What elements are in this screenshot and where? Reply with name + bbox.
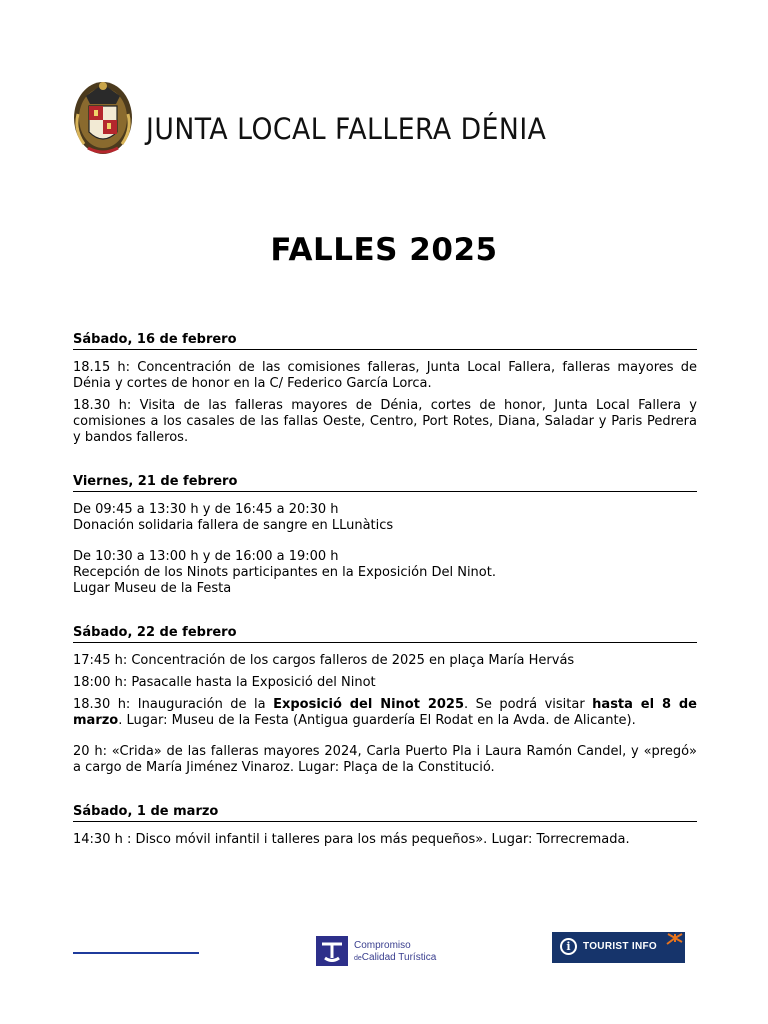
coat-of-arms-icon xyxy=(72,74,134,158)
event-text: Lugar Museu de la Festa xyxy=(73,581,232,596)
event-text: . Se podrá visitar xyxy=(464,697,593,712)
info-icon: i xyxy=(560,938,577,955)
event-entry xyxy=(73,549,697,597)
event-entry xyxy=(73,360,697,392)
calidad-turistica-logo-icon xyxy=(316,936,348,966)
day-heading: Sábado, 16 de febrero xyxy=(73,332,697,350)
day-section xyxy=(73,332,697,446)
day-section xyxy=(73,804,697,848)
event-text: 20 h: «Crida» de las falleras mayores 2024, Carla Puerto Pla i Laura Ramón Candel, y «pregó» a cargo de María Jiménez Vinaroz. Lugar: Plaça de la Constitució. xyxy=(73,744,697,775)
event-highlight: hasta el 8 de marzo xyxy=(73,697,697,728)
event-text: 18.30 h: Inauguración de la xyxy=(73,697,274,712)
organization-name: JUNTA LOCAL FALLERA DÉNIA xyxy=(146,112,547,146)
footer-link[interactable] xyxy=(73,952,199,954)
event-text: . Lugar: Museu de la Festa (Antigua guardería El Rodat en la Avda. de Alicante). xyxy=(118,713,636,728)
event-entry xyxy=(73,675,697,691)
day-section xyxy=(73,625,697,776)
day-heading: Viernes, 21 de febrero xyxy=(73,474,697,492)
day-heading: Sábado, 1 de marzo xyxy=(73,804,697,822)
calidad-line1: Compromiso xyxy=(354,940,411,951)
event-text: De 10:30 a 13:00 h y de 16:00 a 19:00 h xyxy=(73,549,339,564)
day-heading: Sábado, 22 de febrero xyxy=(73,625,697,643)
schedule xyxy=(73,332,697,876)
tourist-info-label: TOURIST INFO xyxy=(583,941,657,952)
event-text: 18:00 h: Pasacalle hasta la Exposició del Ninot xyxy=(73,675,376,690)
calidad-prefix: de xyxy=(354,955,362,962)
calidad-turistica-logo xyxy=(316,936,466,968)
event-highlight: Exposició del Ninot 2025 xyxy=(273,697,464,712)
tourist-info-logo xyxy=(552,932,685,963)
event-entry xyxy=(73,502,697,534)
event-text: 18.30 h: Visita de las falleras mayores de Dénia, cortes de honor, Junta Local Fallera y comisiones a los casales de las fallas Oeste, Centro, Port Rotes, Diana, Saladar y Paris Pedrera y bandos falleros. xyxy=(73,398,697,445)
event-text: 18.15 h: Concentración de las comisiones falleras, Junta Local Fallera, falleras mayores de Dénia y cortes de honor en la C/ Federico García Lorca. xyxy=(73,360,697,391)
calidad-line2-text: Calidad Turística xyxy=(361,952,437,963)
event-entry xyxy=(73,398,697,446)
event-entry xyxy=(73,744,697,776)
page-title: FALLES 2025 xyxy=(270,232,498,268)
event-text: Donación solidaria fallera de sangre en LLunàtics xyxy=(73,518,394,533)
star-burst-icon xyxy=(663,932,683,963)
event-text: Recepción de los Ninots participantes en la Exposición Del Ninot. xyxy=(73,565,496,580)
day-section xyxy=(73,474,697,597)
calidad-line2 xyxy=(354,952,436,963)
event-entry xyxy=(73,697,697,729)
event-entry xyxy=(73,832,697,848)
event-text: 17:45 h: Concentración de los cargos falleros de 2025 en plaça María Hervás xyxy=(73,653,575,668)
event-text: 14:30 h : Disco móvil infantil i talleres para los más pequeños». Lugar: Torrecremada. xyxy=(73,832,630,847)
event-entry xyxy=(73,653,697,669)
event-text: De 09:45 a 13:30 h y de 16:45 a 20:30 h xyxy=(73,502,339,517)
document-header xyxy=(72,74,692,160)
